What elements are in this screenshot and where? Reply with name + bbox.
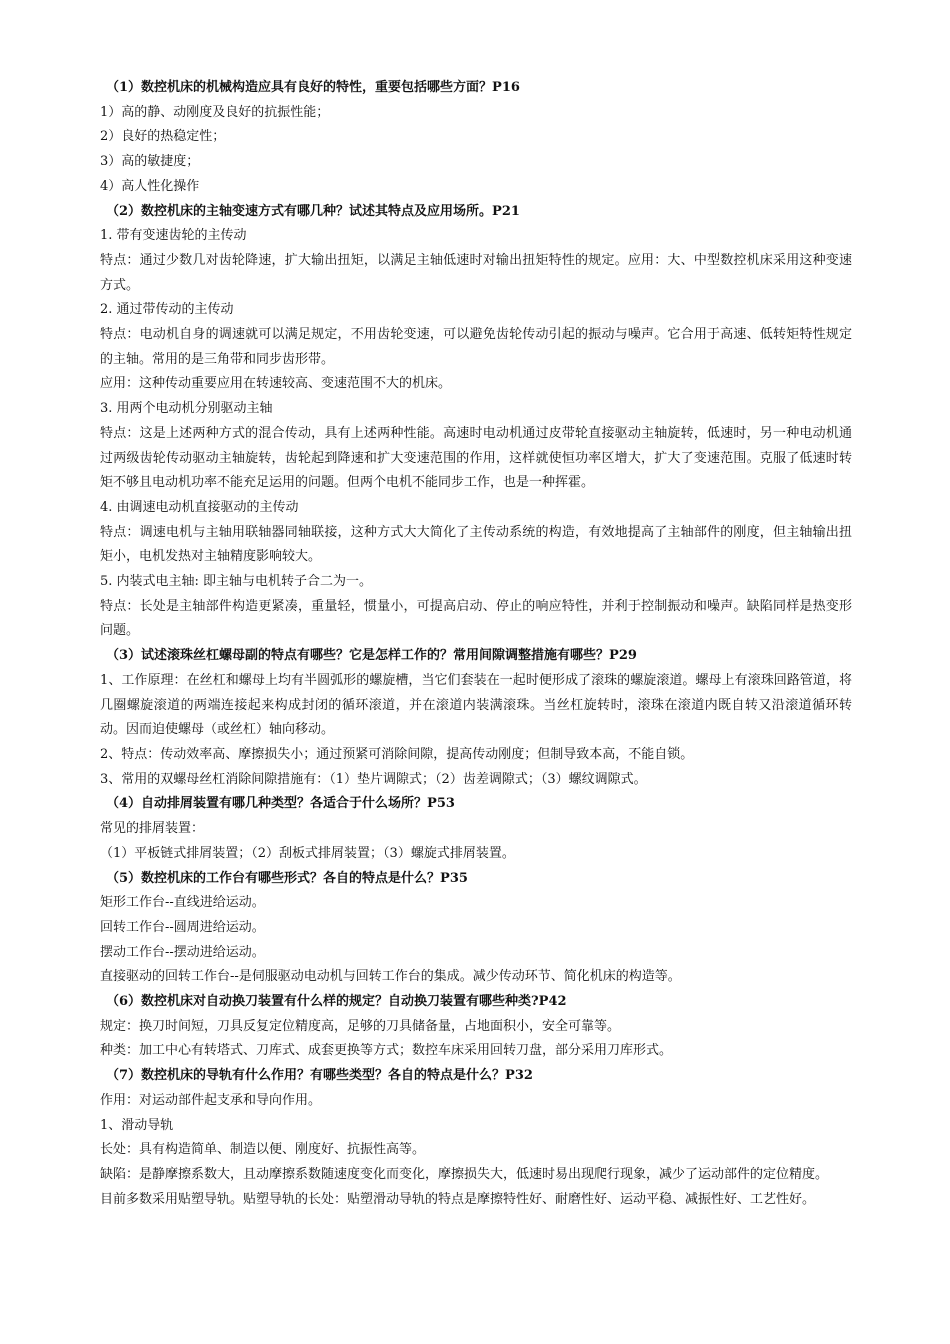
answer-paragraph: 特点：调速电机与主轴用联轴器同轴联接，这种方式大大简化了主传动系统的构造，有效地提高了主轴部件的刚度，但主轴输出扭矩小，电机发热对主轴精度影响较大。 [100, 524, 852, 565]
answer-paragraph: 1. 带有变速齿轮的主传动 [100, 228, 247, 244]
question-heading: （2）数控机床的主轴变速方式有哪几种？试述其特点及应用场所。P21 [106, 203, 520, 219]
question-heading: （6）数控机床对自动换刀装置有什么样的规定？自动换刀装置有哪些种类?P42 [106, 994, 567, 1010]
document-body [100, 76, 852, 1212]
answer-paragraph: 摆动工作台--摆动进给运动。 [100, 944, 265, 960]
answer-paragraph: 直接驱动的回转工作台--是伺服驱动电动机与回转工作台的集成。减少传动环节、简化机床的构造等。 [100, 969, 681, 985]
answer-paragraph: 5. 内装式电主轴: 即主轴与电机转子合二为一。 [100, 574, 373, 590]
answer-paragraph: 特点：电动机自身的调速就可以满足规定，不用齿轮变速，可以避免齿轮传动引起的振动与噪声。它合用于高速、低转矩特性规定的主轴。常用的是三角带和同步齿形带。 [100, 327, 852, 367]
question-heading: （4）自动排屑装置有哪几种类型？各适合于什么场所？P53 [106, 796, 455, 812]
answer-paragraph: 3、常用的双螺母丝杠消除间隙措施有：（1）垫片调隙式；（2）齿差调隙式；（3）螺纹调隙式。 [100, 771, 647, 787]
answer-paragraph: 作用：对运动部件起支承和导向作用。 [100, 1092, 322, 1108]
answer-paragraph: 4）高人性化操作 [100, 178, 200, 194]
answer-paragraph: 特点：通过少数几对齿轮降速，扩大输出扭矩，以满足主轴低速时对输出扭矩特性的规定。应用：大、中型数控机床采用这种变速方式。 [100, 252, 852, 293]
answer-paragraph: 3. 用两个电动机分别驱动主轴 [100, 401, 273, 417]
answer-paragraph: 2. 通过带传动的主传动 [100, 302, 234, 318]
answer-paragraph: 缺陷：是静摩擦系数大，且动摩擦系数随速度变化而变化，摩擦损失大，低速时易出现爬行现象，减少了运动部件的定位精度。 [100, 1166, 829, 1182]
question-heading: （3）试述滚珠丝杠螺母副的特点有哪些？它是怎样工作的？常用间隙调整措施有哪些？P29 [106, 648, 637, 664]
answer-paragraph: 3）高的敏捷度； [100, 154, 200, 170]
answer-paragraph: 2）良好的热稳定性； [100, 129, 226, 145]
answer-paragraph: 回转工作台--圆周进给运动。 [100, 919, 265, 935]
answer-paragraph: 特点：长处是主轴部件构造更紧凑，重量轻，惯量小，可提高启动、停止的响应特性，并利于控制振动和噪声。缺陷同样是热变形问题。 [100, 598, 852, 639]
answer-paragraph: （1）平板链式排屑装置；（2）刮板式排屑装置；（3）螺旋式排屑装置。 [100, 845, 515, 861]
question-heading: （5）数控机床的工作台有哪些形式？各自的特点是什么？P35 [106, 870, 468, 886]
answer-paragraph: 长处：具有构造简单、制造以便、刚度好、抗振性高等。 [100, 1142, 426, 1158]
answer-paragraph: 2、特点：传动效率高、摩擦损失小；通过预紧可消除间隙，提高传动刚度；但制导致本高，不能自锁。 [100, 746, 694, 762]
answer-paragraph: 矩形工作台--直线进给运动。 [100, 895, 265, 911]
answer-paragraph: 1、工作原理：在丝杠和螺母上均有半圆弧形的螺旋槽，当它们套装在一起时便形成了滚珠的螺旋滚道。螺母上有滚珠回路管道，将几圈螺旋滚道的两端连接起来构成封闭的循环滚道，并在滚道内装满滚珠。当丝杠旋转时，滚珠在滚道内既自转又沿滚道循环转动。因而迫使螺母（或丝杠）轴向移动。 [100, 672, 852, 738]
answer-paragraph: 应用：这种传动重要应用在转速较高、变速范围不大的机床。 [100, 376, 452, 392]
question-heading: （1）数控机床的机械构造应具有良好的特性，重要包括哪些方面？P16 [106, 80, 520, 95]
answer-paragraph: 种类：加工中心有转塔式、刀库式、成套更换等方式；数控车床采用回转刀盘，部分采用刀库形式。 [100, 1043, 673, 1059]
answer-paragraph: 规定：换刀时间短，刀具反复定位精度高，足够的刀具储备量，占地面积小，安全可靠等。 [100, 1018, 621, 1034]
answer-paragraph: 1）高的静、动刚度及良好的抗振性能； [100, 104, 330, 120]
question-heading: （7）数控机床的导轨有什么作用？有哪些类型？各自的特点是什么？P32 [106, 1068, 533, 1084]
answer-paragraph: 目前多数采用贴塑导轨。贴塑导轨的长处：贴塑滑动导轨的特点是摩擦特性好、耐磨性好、运动平稳、减振性好、工艺性好。 [100, 1191, 816, 1207]
answer-paragraph: 特点：这是上述两种方式的混合传动，具有上述两种性能。高速时电动机通过皮带轮直接驱动主轴旋转，低速时，另一种电动机通过两级齿轮传动驱动主轴旋转，齿轮起到降速和扩大变速范围的作用，这样就使恒功率区增大，扩大了变速范围。克服了低速时转矩不够且电动机功率不能充足运用的问题。但两个电机不能同步工作，也是一种挥霍。 [100, 425, 852, 491]
answer-paragraph: 4. 由调速电动机直接驱动的主传动 [100, 499, 299, 515]
answer-paragraph: 1、滑动导轨 [100, 1117, 174, 1133]
answer-paragraph: 常见的排屑装置： [100, 821, 205, 837]
